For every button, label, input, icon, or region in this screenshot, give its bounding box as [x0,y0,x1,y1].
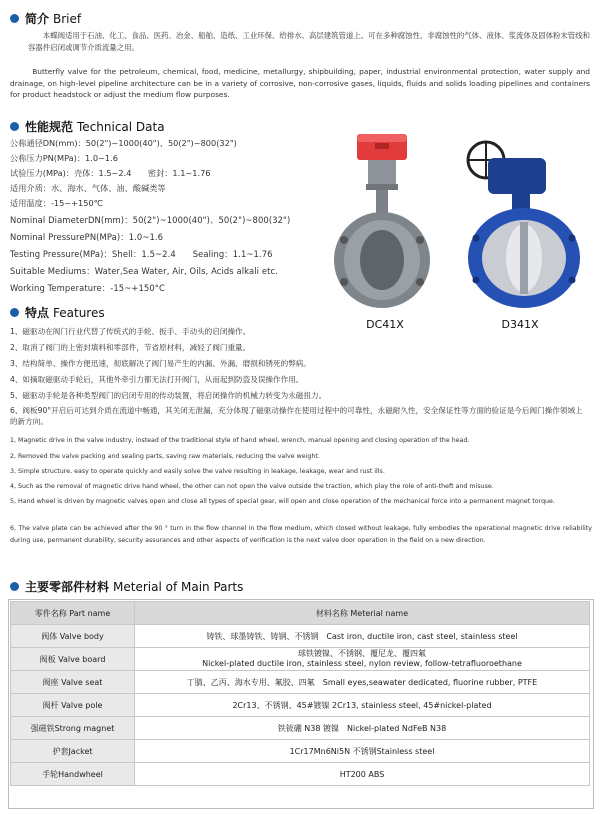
material-line-zh: 球铁镀镍、不锈钢、覆尼龙、覆四氟 [298,649,426,658]
table-row [11,763,590,786]
material-cell: 2Cr13、不锈钢、45#镀镍 2Cr13, stainless steel, 45#nickel-plated [135,694,590,717]
table-header-row [11,602,590,625]
part-name-cell: 阀座 Valve seat [11,671,135,694]
feature-item-en: 5, Hand wheel is driven by magnetic valves open and close all types of special gear, will open and close operation of the mechanical force into a permanent magnet torque. [10,498,555,505]
spec-line-en: Nominal PressurePN(MPa)：1.0~1.6 [10,232,164,242]
brief-title-zh: 简介 [25,12,50,26]
parts-table [10,601,590,786]
feature-item-en: 1, Magnetic drive in the valve industry, instead of the traditional style of hand wheel, wrench, manual opening and closing operation of the head. [10,437,470,444]
material-line-en: Nickel-plated ductile iron, stainless steel, nylon review, follow-tetrafluoroethane [202,659,522,668]
feature-item-en: 2, Removed the valve packing and sealing parts, saving raw materials, reducing the valve weight. [10,453,320,460]
feature-item-zh: 2、取消了阀门的上密封填料和零部件，节省原材料，减轻了阀门重量。 [10,343,251,352]
material-cell [135,648,590,671]
section-bullet-icon [10,122,19,131]
material-cell: 丁腈、乙丙、海水专用、氟胶、四氟 Small eyes,seawater dedicated, fluorine rubber, PTFE [135,671,590,694]
material-cell: 1Cr17Mn6Ni5N 不锈钢Stainless steel [135,740,590,763]
spec-line-en: Working Temperature：-15~+150°C [10,283,165,293]
spec-line-zh: 公称通径DN(mm)：50(2")~1000(40")、50(2")~800(32") [10,138,237,148]
dc41x-valve-image [330,130,440,310]
spec-line-zh: 适用介质：水、海水、气体、油、酸碱类等 [10,183,166,193]
brief-text-en: Butterfly valve for the petroleum, chemical, food, medicine, metallurgy, shipbuilding, paper, industrial environmental protection, water supply and drainage, on high-level pipeline architecture can be in a variety of corrosive, non-corrosive gases, liquids, fluids and solids loading pipelines and containers for product headstock or adjust the medium flow purposes. [10,67,590,99]
d341x-valve-image [458,138,588,310]
header-part-name: 零件名称 Part name [11,602,135,625]
material-cell: 铸铁、球墨铸铁、铸钢、不锈钢 Cast iron, ductile iron, cast steel, stainless steel [135,625,590,648]
feature-item-en: 4, Such as the removal of magnetic drive hand wheel, the other can not open the valve outside the traction, which play the role of anti-theft and misuse. [10,483,494,490]
parts-title-zh: 主要零部件材料 [25,580,110,594]
technical-title-en: Technical Data [77,119,165,134]
feature-item-zh: 4、如摘取磁驱动手轮后，其他外牵引力都无法打开阀门，从而起到防盗及误操作作用。 [10,375,304,384]
feature-item-zh: 3、结构简单、操作方便迅速，彻底解决了阀门易产生的内漏、外漏、磨损和锈死的弊病。 [10,359,311,368]
feature-item-zh: 1、磁驱动在阀门行业代替了传统式的手轮、扳手、手动头的启闭操作。 [10,327,251,336]
part-name-cell: 阀板 Valve board [11,648,135,671]
spec-line-zh: 试验压力(MPa)：壳体：1.5~2.4 密封：1.1~1.76 [10,168,211,178]
feature-item-en: 6, The valve plate can be achieved after the 90 ° turn in the flow channel in the flow medium, which closed without leakage, fully embodies the operational magnetic drive reliability during use, permanent durability, security assurances and other aspects of verification is the next valve door operation in the field on a new direction. [10,525,592,545]
brief-heading [10,10,81,27]
section-bullet-icon [10,308,19,317]
feature-item-zh: 6、阀板90°开启后可达到介质在流道中畅通，其关闭无泄漏，充分体现了磁驱动操作在使用过程中的可靠性，永磁耐久性，安全保证性等方面的验证是今后阀门操作领域上的新方向。 [10,406,583,426]
features-heading [10,304,105,321]
brief-title-en: Brief [53,11,82,26]
features-title-zh: 特点 [25,306,50,320]
part-name-cell: 阀体 Valve body [11,625,135,648]
section-bullet-icon [10,14,19,23]
table-row [11,694,590,717]
brief-text-zh: 本蝶阀适用于石油、化工、食品、医药、冶金、船舶、造纸、工业环保、给排水、高层建筑管道上。可在多种腐蚀性、非腐蚀性的气体、液体、浆流体及固体粉末管线和容器件启闭或调节介质流量之用。 [28,31,590,52]
section-bullet-icon [10,582,19,591]
feature-item-en: 3, Simple structure, easy to operate quickly and easily solve the valve resulting in leakage, leakage, wear and rust ills. [10,468,385,475]
header-material-name: 材料名称 Meterial name [135,602,590,625]
features-title-en: Features [53,305,105,320]
valve-model-label: D341X [501,318,539,331]
spec-line-en: Suitable Mediums：Water,Sea Water, Air, Oils, Acids alkali etc. [10,266,278,276]
technical-title-zh: 性能规范 [25,120,74,134]
feature-item-zh: 5、磁驱动手轮是各种类型阀门的启闭专用的传动装置，将启闭操作的机械力转变为永磁扭力。 [10,391,327,400]
spec-line-zh: 公称压力PN(MPa)：1.0~1.6 [10,153,118,163]
part-name-cell: 阀杆 Valve pole [11,694,135,717]
material-cell: 铁钹硼 N38 镀镍 Nickel-plated NdFeB N38 [135,717,590,740]
table-row [11,671,590,694]
part-name-cell: 手轮Handwheel [11,763,135,786]
part-name-cell: 护套Jacket [11,740,135,763]
table-row [11,740,590,763]
part-name-cell: 强磁铁Strong magnet [11,717,135,740]
table-row [11,648,590,671]
table-row [11,717,590,740]
valve-model-label: DC41X [366,318,404,331]
material-cell: HT200 ABS [135,763,590,786]
spec-line-en: Testing Pressure(MPa)：Shell：1.5~2.4 Sealing：1.1~1.76 [10,249,273,259]
table-row [11,625,590,648]
parts-heading [10,578,243,595]
spec-line-en: Nominal DiameterDN(mm)：50(2")~1000(40")、50(2")~800(32") [10,215,291,225]
technical-heading [10,118,165,135]
spec-line-zh: 适用温度：-15~+150℃ [10,198,103,208]
parts-title-en: Meterial of Main Parts [113,579,244,594]
